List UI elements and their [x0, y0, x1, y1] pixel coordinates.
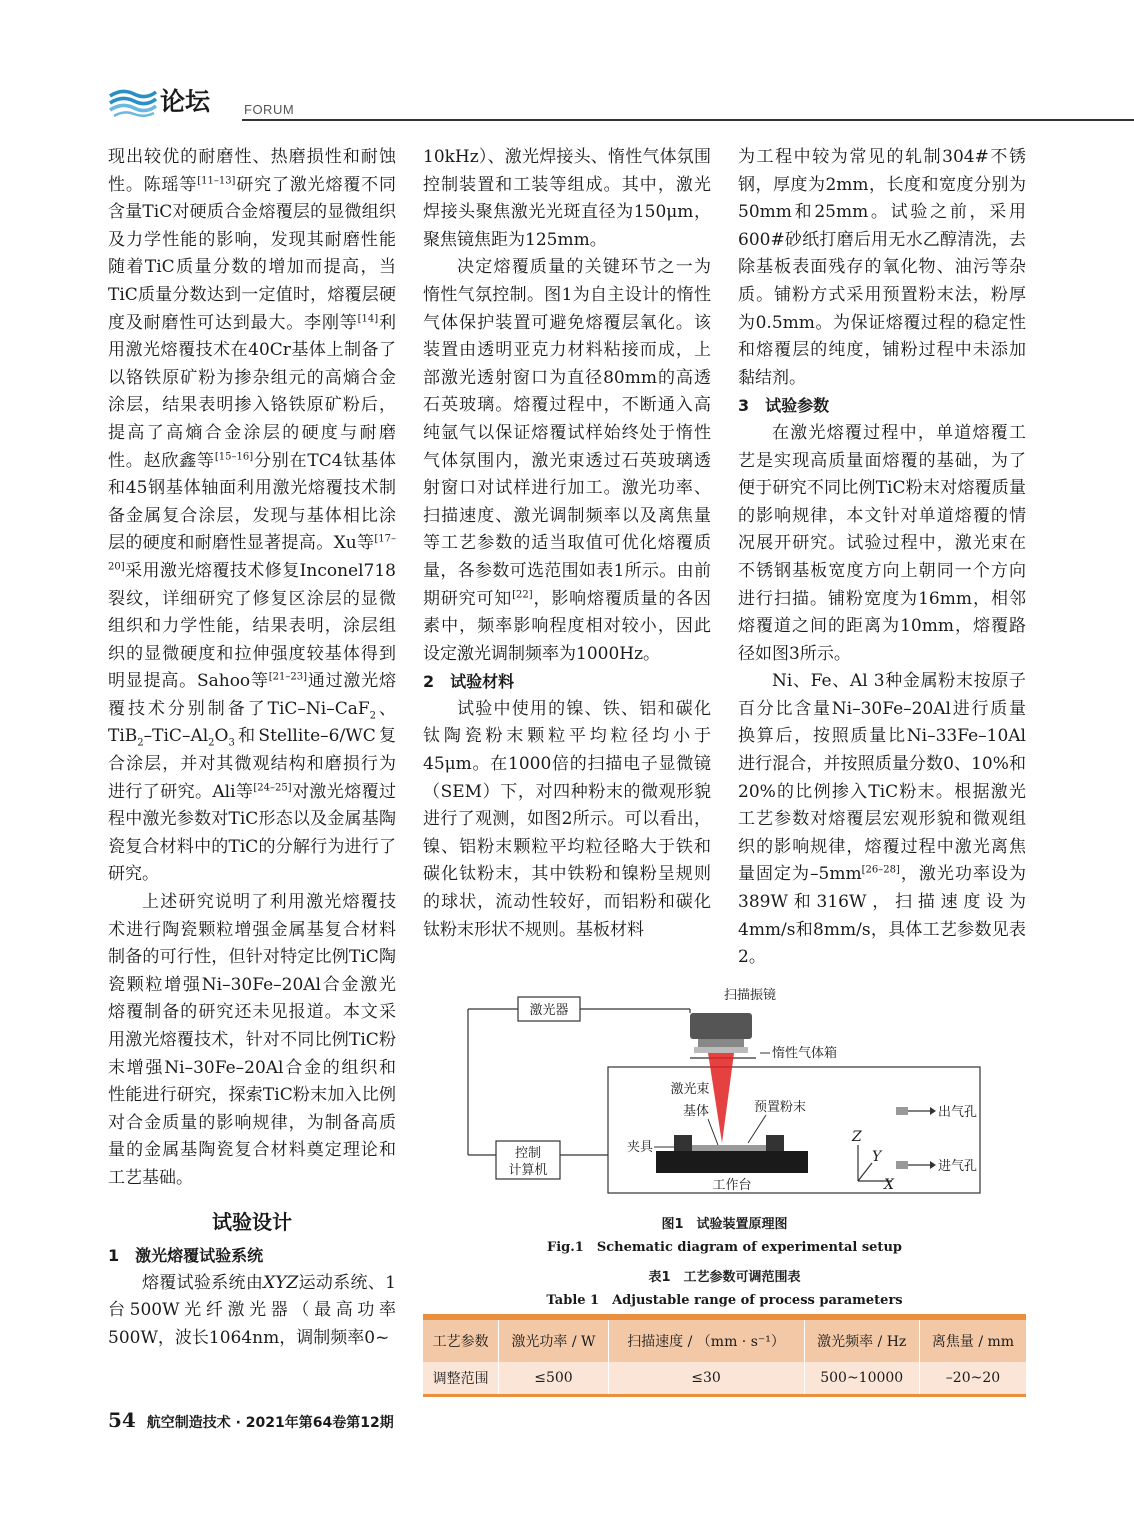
axis-y-label: Y — [872, 1149, 882, 1165]
table-cell: –20~20 — [919, 1362, 1026, 1396]
axis-z-label: Z — [852, 1129, 862, 1145]
table-caption-en: Table 1 Adjustable range of process parameters — [546, 1293, 903, 1308]
page-header — [108, 82, 1134, 122]
subsection-heading: 1 激光熔覆试验系统 — [108, 1246, 264, 1266]
gas-box-label: 惰性气体箱 — [772, 1046, 838, 1061]
scanner-head — [690, 1013, 752, 1039]
setup-diagram — [460, 985, 1000, 1195]
paragraph: 现出较优的耐磨性、热磨损性和耐蚀性。陈瑶等[11–13]研究了激光熔覆不同含量TiC对硬质合金熔覆层的显微组织及力学性能的影响，发现其耐磨性能随着TiC质量分数的增加而提高，当TiC质量分数达到一定值时，熔覆层硬度及耐磨性可达到最大。李刚等[14]利用激光熔覆技术在40Cr基体上制备了以铬铁原矿粉为掺杂组元的高熵合金涂层，结果表明掺入铬铁原矿粉后，提高了高熵合金涂层的硬度与耐磨性。赵欣鑫等[15–16]分别在TC4钛基体和45钢基体轴面利用激光熔覆技术制备金属复合涂层，发现与基体相比涂层的硬度和耐磨性显著提高。Xu等[17–20]采用激光熔覆技术修复Inconel718裂纹，详细研究了修复区涂层的显微组织和力学性能，结果表明，涂层组织的显微硬度和拉伸强度较基体得到明显提高。Sahoo等[21–23]通过激光熔覆技术分别制备了TiC–Ni–CaF$_2$、$TiB_2-TiC-Al_2O_3$和Stellite–6/WC复合涂层，并对其微观结构和磨损行为进行了研究。Ali等[24–25]对激光熔覆过程中激光参数对TiC形态以及金属基陶瓷复合材料中的TiC的分解行为进行了研究。 — [108, 147, 397, 885]
page-footer — [108, 1408, 394, 1432]
axis-x-label: X — [884, 1177, 894, 1193]
table-header-cell: 工艺参数 — [423, 1317, 499, 1362]
fixture-right — [766, 1135, 784, 1153]
control-label-1: 控制 — [514, 1146, 542, 1161]
inlet-port — [896, 1161, 908, 1169]
page-number: 54 — [108, 1408, 136, 1432]
text-column-3 — [738, 144, 1026, 972]
figure-caption-cn: 图1 试验装置原理图 — [661, 1217, 788, 1232]
paragraph: 在激光熔覆过程中，单道熔覆工艺是实现高质量面熔覆的基础，为了便于研究不同比例TiC粉末对熔覆质量的影响规律，本文针对单道熔覆的情况展开研究。试验过程中，激光束在不锈钢基板宽度方向上朝同一个方向进行扫描。铺粉宽度为16mm，相邻熔覆道之间的距离为10mm，熔覆路径如图3所示。 — [738, 422, 1026, 664]
beam-label: 激光束 — [670, 1082, 710, 1097]
powder-label: 预置粉末 — [753, 1100, 807, 1115]
table-cell: 500~10000 — [804, 1362, 919, 1396]
journal-logo-icon — [108, 86, 158, 118]
worktable-label: 工作台 — [712, 1178, 752, 1193]
paragraph: 决定熔覆质量的关键环节之一为惰性气氛控制。图1为自主设计的惰性气体保护装置可避免熔覆层氧化。该装置由透明亚克力材料粘接而成，上部激光透射窗口为直径80mm的高透石英玻璃。熔覆过程中，不断通入高纯氩气以保证熔覆试样始终处于惰性气体氛围内，激光束透过石英玻璃透射窗口对试样进行加工。激光功率、扫描速度、激光调制频率以及离焦量等工艺参数的适当取值可优化熔覆质量，各参数可选范围如表1所示。由前期研究可知[22]，影响熔覆质量的各因素中，频率影响程度相对较小，因此设定激光调制频率为1000Hz。 — [423, 257, 711, 664]
table-header-cell: 扫描速度 / （mm · s⁻¹） — [608, 1317, 804, 1362]
table-cell: 调整范围 — [423, 1362, 499, 1396]
header-title-cn: 论坛 — [160, 87, 211, 116]
subsection-heading: 2 试验材料 — [423, 672, 515, 692]
table-cell: ≤30 — [608, 1362, 804, 1396]
journal-info: 航空制造技术 · 2021年第64卷第12期 — [146, 1415, 394, 1431]
header-title-en: FORUM — [244, 102, 295, 117]
paragraph: Ni、Fe、Al 3种金属粉末按原子百分比含量Ni–30Fe–20Al进行质量换算后，按照质量比Ni–33Fe–10Al进行混合，并按照质量分数0、10%和20%的比例掺入TiC粉末。根据激光工艺参数对熔覆层宏观形貌和微观组织的影响规律，熔覆过程中激光离焦量固定为–5mm[26–28]，激光功率设为389W和316W，扫描速度设为4mm/s和8mm/s，具体工艺参数见表2。 — [738, 671, 1026, 968]
worktable — [656, 1151, 808, 1173]
table-header-cell: 激光功率 / W — [499, 1317, 608, 1362]
subsection-heading: 3 试验参数 — [738, 396, 830, 416]
figure-1 — [460, 985, 1000, 1195]
scanner-label: 扫描振镜 — [723, 988, 777, 1003]
paragraph: 10kHz）、激光焊接头、惰性气体氛围控制装置和工装等组成。其中，激光焊接头聚焦激光光斑直径为150μm，聚焦镜焦距为125mm。 — [423, 147, 711, 250]
substrate-plate — [686, 1145, 772, 1151]
text-column-2 — [423, 144, 711, 944]
section-title: 试验设计 — [212, 1209, 292, 1234]
outlet-label: 出气孔 — [938, 1105, 978, 1120]
control-label-2: 计算机 — [508, 1163, 548, 1178]
figure-caption-en: Fig.1 Schematic diagram of experimental setup — [547, 1240, 902, 1255]
substrate-label: 基体 — [682, 1104, 710, 1119]
table-cell: ≤500 — [499, 1362, 608, 1396]
parameter-table — [423, 1314, 1026, 1397]
table-caption-cn: 表1 工艺参数可调范围表 — [648, 1270, 801, 1285]
table-header-cell: 激光频率 / Hz — [804, 1317, 919, 1362]
fixture-label: 夹具 — [626, 1140, 654, 1155]
laser-label: 激光器 — [529, 1003, 569, 1018]
fixture-left — [674, 1135, 692, 1153]
outlet-port — [896, 1107, 908, 1115]
inlet-label: 进气孔 — [938, 1159, 978, 1174]
paragraph: 为工程中较为常见的轧制304#不锈钢，厚度为2mm，长度和宽度分别为50mm和25mm。试验之前，采用600#砂纸打磨后用无水乙醇清洗，去除基板表面残存的氧化物、油污等杂质。铺粉方式采用预置粉末法，粉厚为0.5mm。为保证熔覆过程的稳定性和熔覆层的纯度，铺粉过程中未添加黏结剂。 — [738, 147, 1026, 388]
header-rule — [242, 119, 1134, 121]
gas-box — [608, 1067, 980, 1193]
text-column-1 — [108, 144, 396, 1353]
table-header-cell: 离焦量 / mm — [919, 1317, 1026, 1362]
paragraph: 熔覆试验系统由XYZ运动系统、1台500W光纤激光器（最高功率500W，波长1064nm，调制频率0~ — [108, 1272, 396, 1348]
paragraph: 试验中使用的镍、铁、铝和碳化钛陶瓷粉末颗粒平均粒径均小于45μm。在1000倍的扫描电子显微镜（SEM）下，对四种粉末的微观形貌进行了观测，如图2所示。可以看出，镍、铝粉末颗粒平均粒径略大于铁和碳化钛粉末，其中铁粉和镍粉呈规则的球状，流动性较好，而铝粉和碳化钛粉末形状不规则。基板材料 — [423, 698, 711, 940]
paragraph: 上述研究说明了利用激光熔覆技术进行陶瓷颗粒增强金属基复合材料制备的可行性，但针对特定比例TiC陶瓷颗粒增强Ni–30Fe–20Al合金激光熔覆制备的研究还未见报道。本文采用激光熔覆技术，针对不同比例TiC粉末增强Ni–30Fe–20Al合金的组织和性能进行研究，探索TiC粉末加入比例对合金质量的影响规律，为制备高质量的金属基陶瓷复合材料奠定理论和工艺基础。 — [108, 892, 396, 1188]
table-row — [423, 1362, 1026, 1396]
table-header-row — [423, 1317, 1026, 1362]
